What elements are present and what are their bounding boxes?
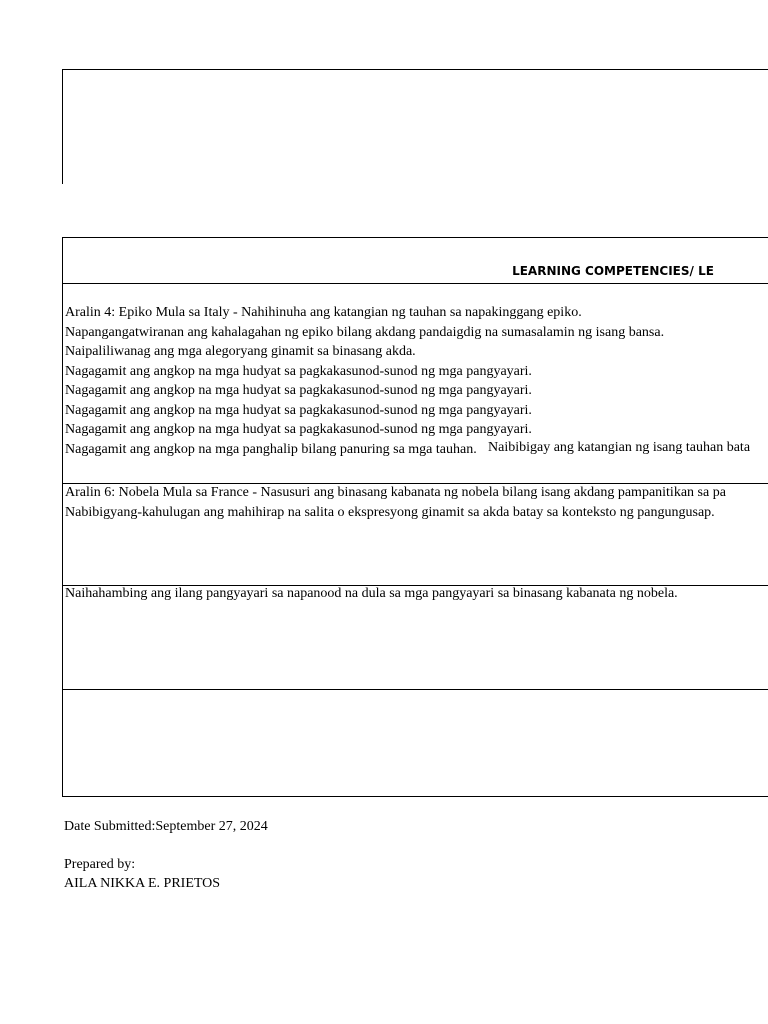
list-item: Naihahambing ang ilang pangyayari sa napanood na dula sa mga pangyayari sa binasang kabanata ng nobela.: [65, 586, 678, 601]
list-item: Nagagamit ang angkop na mga hudyat sa pagkakasunod-sunod ng mga pangyayari.: [65, 383, 532, 398]
list-item: Napangangatwiranan ang kahalagahan ng epiko bilang akdang pandaigdig na sumasalamin ng isang bansa.: [65, 324, 665, 340]
list-item: Nagagamit ang angkop na mga hudyat sa pagkakasunod-sunod ng mga pangyayari.: [65, 363, 532, 379]
list-item: Aralin 4: Epiko Mula sa Italy - Nahihinuha ang katangian ng tauhan sa napakinggang epiko.: [65, 305, 582, 320]
aralin4-section: [65, 303, 664, 459]
prepared-by-label: Prepared by:: [64, 857, 136, 872]
competency-right-text: Naibibigay ang katangian ng isang tauhan bata: [488, 440, 751, 455]
preparer-name: AILA NIKKA E. PRIETOS: [64, 876, 221, 891]
list-item: Nagagamit ang angkop na mga hudyat sa pagkakasunod-sunod ng mga pangyayari.: [65, 422, 532, 437]
list-item: Nagagamit ang angkop na mga panghalip bilang panuring sa mga tauhan.: [65, 441, 477, 457]
aralin6-section: [65, 483, 726, 522]
list-item: Naipaliliwanag ang mga alegoryang ginamit sa binasang akda.: [65, 344, 416, 359]
row-divider: [63, 689, 768, 690]
list-item: Nabibigyang-kahulugan ang mahihirap na salita o ekspresyong ginamit sa akda batay sa konteksto ng pangungusap.: [65, 504, 715, 520]
list-item: Nagagamit ang angkop na mga hudyat sa pagkakasunod-sunod ng mga pangyayari.: [65, 402, 532, 418]
competencies-table: [62, 237, 768, 797]
table-header: LEARNING COMPETENCIES/ LE: [512, 264, 714, 278]
date-submitted: Date Submitted:September 27, 2024: [64, 819, 268, 834]
compare-section: [65, 584, 678, 604]
header-box: [62, 69, 768, 184]
list-item: Aralin 6: Nobela Mula sa France - Nasusuri ang binasang kabanata ng nobela bilang isang akdang pampanitikan sa pa: [65, 485, 726, 500]
header-divider: [63, 283, 768, 284]
